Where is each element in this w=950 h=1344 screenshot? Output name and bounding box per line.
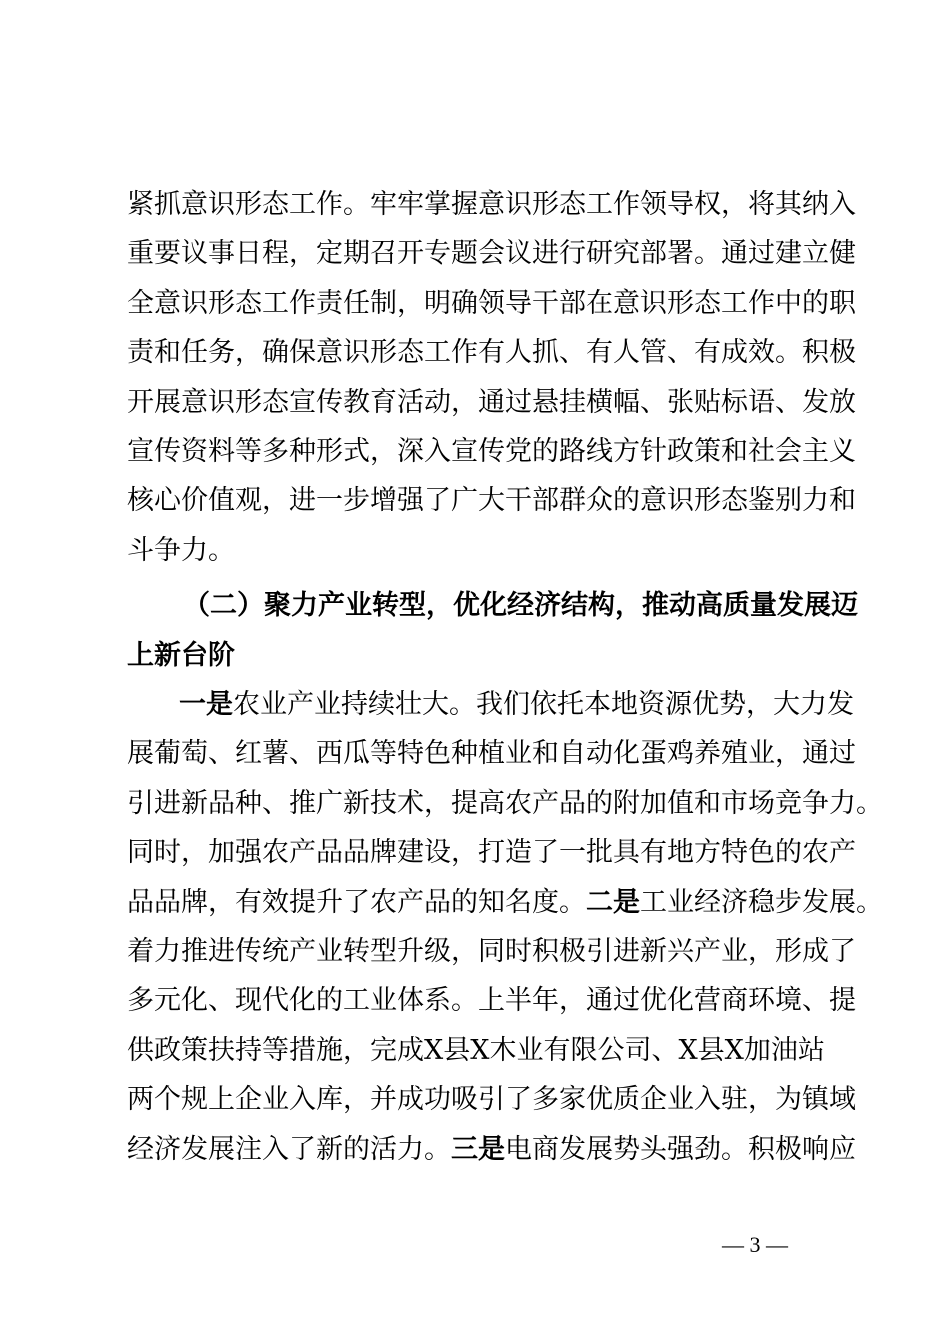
body-text: 开展意识形态宣传教育活动，通过悬挂横幅、张贴标语、发放 (127, 386, 856, 418)
body-text: 紧抓意识形态工作。牢牢掌握意识形态工作领导权，将其纳入 (127, 189, 856, 220)
text-line (127, 1034, 825, 1068)
text-line (127, 386, 856, 420)
text-line (127, 688, 854, 722)
text-line (127, 1133, 856, 1167)
body-text: 农业产业持续壮大。我们依托本地资源优势，大力发 (233, 689, 854, 720)
text-line (127, 435, 856, 469)
bold-text: 一是 (179, 689, 233, 720)
body-text: 多元化、现代化的工业体系。上半年，通过优化营商环境、提 (127, 985, 856, 1017)
text-line (127, 984, 856, 1018)
text-line (127, 589, 858, 623)
text-line (127, 484, 856, 518)
text-line (127, 935, 856, 969)
body-text: 核心价值观，进一步增强了广大干部群众的意识形态鉴别力和 (127, 485, 856, 517)
bold-text: 三是 (451, 1133, 505, 1165)
body-text: 责和任务，确保意识形态工作有人抓、有人管、有成效。积极 (127, 337, 856, 369)
text-line (127, 287, 856, 321)
body-text: 两个规上企业入库，并成功吸引了多家优质企业入驻，为镇域 (127, 1084, 856, 1116)
bold-text: 上新台阶 (127, 639, 235, 671)
body-text: 重要议事日程，定期召开专题会议进行研究部署。通过建立健 (127, 238, 856, 270)
text-line (127, 1083, 856, 1117)
body-text: 斗争力。 (127, 534, 235, 566)
body-text: 工业经济稳步发展。 (640, 886, 883, 918)
text-line (127, 534, 235, 568)
text-line (127, 737, 856, 771)
text-line (127, 188, 856, 222)
bold-text: 二是 (586, 886, 640, 918)
text-line (127, 639, 235, 673)
body-text: 供政策扶持等措施，完成X县X木业有限公司、X县X加油站 (127, 1034, 825, 1066)
text-line (127, 237, 856, 271)
text-line (127, 336, 856, 370)
body-text: 宣传资料等多种形式，深入宣传党的路线方针政策和社会主义 (127, 436, 856, 467)
text-line (127, 836, 856, 870)
body-text: 品品牌，有效提升了农产品的知名度。 (127, 886, 586, 918)
body-text: 全意识形态工作责任制，明确领导干部在意识形态工作中的职 (127, 287, 856, 319)
body-text: 着力推进传统产业转型升级，同时积极引进新兴产业，形成了 (127, 936, 856, 967)
body-text: 引进新品种、推广新技术，提高农产品的附加值和市场竞争力。 (127, 787, 883, 819)
body-text: 经济发展注入了新的活力。 (127, 1133, 451, 1165)
page-number: — 3 — (722, 1232, 788, 1257)
body-text: 同时，加强农产品品牌建设，打造了一批具有地方特色的农产 (127, 837, 856, 869)
text-line (127, 886, 883, 920)
text-line (127, 787, 883, 821)
body-text: 展葡萄、红薯、西瓜等特色种植业和自动化蛋鸡养殖业，通过 (127, 738, 856, 770)
bold-text: （二）聚力产业转型，优化经济结构，推动高质量发展迈 (183, 590, 858, 622)
body-text: 电商发展势头强劲。积极响应 (505, 1133, 856, 1165)
